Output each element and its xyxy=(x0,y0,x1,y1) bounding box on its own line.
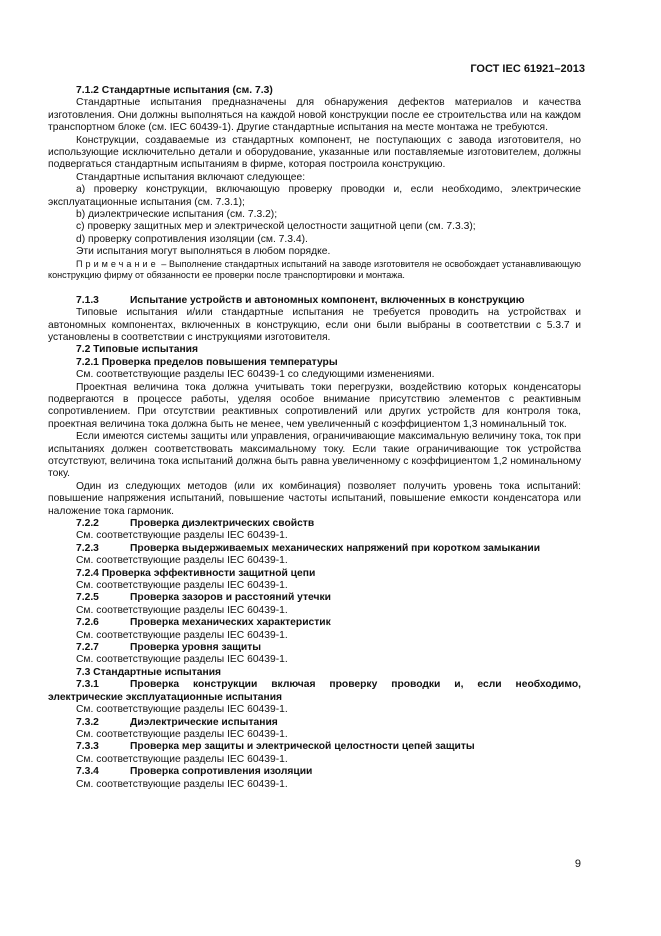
section-title-text: Проверка механических характеристик xyxy=(130,617,331,629)
section-title-7-3-4 xyxy=(48,766,581,778)
section-title-text: Проверка сопротивления изоляции xyxy=(130,766,313,778)
reference-text: См. соответствующие разделы IEC 60439-1. xyxy=(76,753,288,765)
section-number: 7.3.3 xyxy=(76,741,99,753)
document-body xyxy=(48,85,581,791)
section-title-7-2-6 xyxy=(48,617,581,629)
list-item: c) проверку защитных мер и электрической целостности защитной цепи (см. 7.3.3); xyxy=(76,221,476,233)
section-title-7-3: 7.3 Стандартные испытания xyxy=(76,666,222,678)
section-title-7-2-7 xyxy=(48,642,581,654)
paragraph: Проектная величина тока должна учитывать токи перегрузки, воздействию которых конденсаторы подвергаются в процессе работы, уделяя особое внимание присутствию элементов с реактивным сопротивлением. При отсутствии реактивных сопротивлений или других устройств для контроля тока, проектная величина тока должна быть не менее, чем увеличенный с коэффициентом 1,3 номинальный ток. xyxy=(48,381,581,430)
reference-text: См. соответствующие разделы IEC 60439-1. xyxy=(76,704,288,716)
section-title-text: Проверка диэлектрических свойств xyxy=(130,518,315,529)
section-number: 7.2.5 xyxy=(76,592,99,604)
section-title-text: Проверка мер защиты и электрической целостности цепей защиты xyxy=(130,741,475,753)
section-title-text: Проверка зазоров и расстояний утечки xyxy=(130,592,331,604)
paragraph: Если имеются системы защиты или управления, ограничивающие максимальную величину тока, ток при испытаниях должен соответствовать максимальному току. Если такие ограничивающие ток устройства отсутствуют, величина тока испытаний должна быть равна увеличенному с коэффициентом 1,2 номинальному току. xyxy=(48,431,581,480)
section-title-7-3-3 xyxy=(48,741,581,753)
reference-text: См. соответствующие разделы IEC 60439-1. xyxy=(76,530,288,542)
note-label: Примечание xyxy=(76,258,159,269)
list-item: a) проверку конструкции, включающую проверку проводки и, если необходимо, электрические эксплуатационные испытания (см. 7.3.1); xyxy=(48,184,581,208)
reference-text: См. соответствующие разделы IEC 60439-1. xyxy=(76,778,288,790)
section-title-7-1-2: 7.1.2 Стандартные испытания (см. 7.3) xyxy=(76,85,273,96)
section-title-7-2-5 xyxy=(48,592,581,604)
section-title-7-2: 7.2 Типовые испытания xyxy=(76,344,199,356)
section-title-7-2-2 xyxy=(48,518,581,530)
section-number: 7.2.4 xyxy=(76,567,99,579)
section-number: 7.2.7 xyxy=(76,642,99,654)
paragraph: Конструкции, создаваемые из стандартных компонент, не поступающих с завода изготовителя, но использующие исключительно детали и оборудование, указанные или поставляемые изготовителем, должны подвергаться стандартным испытаниям в фирме, которая построила конструкцию. xyxy=(48,134,581,171)
section-number: 7.2.3 xyxy=(76,542,99,554)
section-title-7-3-1-continued: электрические эксплуатационные испытания xyxy=(48,691,283,703)
section-title-7-2-1: 7.2.1 Проверка пределов повышения температуры xyxy=(76,356,338,368)
section-number: 7.3.4 xyxy=(76,766,99,778)
section-title-text: Проверка выдерживаемых механических напряжений при коротком замыкании xyxy=(130,542,541,554)
section-title-7-2-3 xyxy=(48,543,581,555)
section-number: 7.1.3 xyxy=(76,294,99,306)
list-item: d) проверку сопротивления изоляции (см. 7.3.4). xyxy=(76,233,308,245)
reference-text: См. соответствующие разделы IEC 60439-1. xyxy=(76,629,288,641)
section-number: 7.2.6 xyxy=(76,617,99,629)
section-title-7-3-1 xyxy=(48,679,581,691)
section-number: 7.2.2 xyxy=(76,518,99,529)
reference-text: См. соответствующие разделы IEC 60439-1. xyxy=(76,580,288,592)
paragraph: Стандартные испытания предназначены для обнаружения дефектов материалов и качества изготовления. Они должны выполняться на каждой новой конструкции после ее строительства или на каждом транспортном блоке (см. IEC 60439-1). Другие стандартные испытания на месте монтажа не требуются. xyxy=(48,97,581,134)
document-header: ГОСТ IEC 61921–2013 xyxy=(470,63,585,75)
reference-text: См. соответствующие разделы IEC 60439-1. xyxy=(76,555,288,567)
reference-text: См. соответствующие разделы IEC 60439-1. xyxy=(76,654,288,666)
paragraph: Стандартные испытания включают следующее: xyxy=(76,171,306,183)
section-number: 7.3.2 xyxy=(76,716,99,728)
section-title-7-2-4 xyxy=(48,568,581,580)
paragraph: Один из следующих методов (или их комбинация) позволяет получить уровень тока испытаний: повышение напряжения испытаний, повышение частоты испытаний, повышение емкости конденсатора или наложение тока гармоник. xyxy=(48,480,581,517)
note xyxy=(48,259,581,282)
section-title-text: Проверка конструкции включая проверку проводки и, если необходимо, xyxy=(130,679,581,691)
section-title-text: Проверка уровня защиты xyxy=(130,642,262,654)
paragraph: Типовые испытания и/или стандартные испытания не требуется проводить на устройствах и автономных компонентах, включенных в конструкцию, если они были выбраны в соответствии с 5.3.7 и установлены в соответствии с инструкциями изготовителя. xyxy=(48,307,581,343)
list-item: b) диэлектрические испытания (см. 7.3.2); xyxy=(76,209,278,221)
note-text: – Выполнение стандартных испытаний на заводе изготовителя не освобождает устанавливающую конструкцию фирму от обязанности ее проверки после транспортировки и монтажа. xyxy=(48,258,581,281)
paragraph: Эти испытания могут выполняться в любом порядке. xyxy=(76,246,331,258)
section-title-text: Диэлектрические испытания xyxy=(130,716,278,728)
page-number: 9 xyxy=(574,858,581,870)
section-title-text: Испытание устройств и автономных компонент, включенных в конструкцию xyxy=(130,294,525,306)
section-title-text: Проверка эффективности защитной цепи xyxy=(101,567,316,579)
section-title-7-3-2 xyxy=(48,717,581,729)
section-title-7-1-3 xyxy=(48,295,581,307)
section-number: 7.3.1 xyxy=(76,679,99,691)
reference-text: См. соответствующие разделы IEC 60439-1. xyxy=(76,604,288,616)
reference-text: См. соответствующие разделы IEC 60439-1. xyxy=(76,728,288,740)
paragraph: См. соответствующие разделы IEC 60439-1 со следующими изменениями. xyxy=(76,369,435,381)
